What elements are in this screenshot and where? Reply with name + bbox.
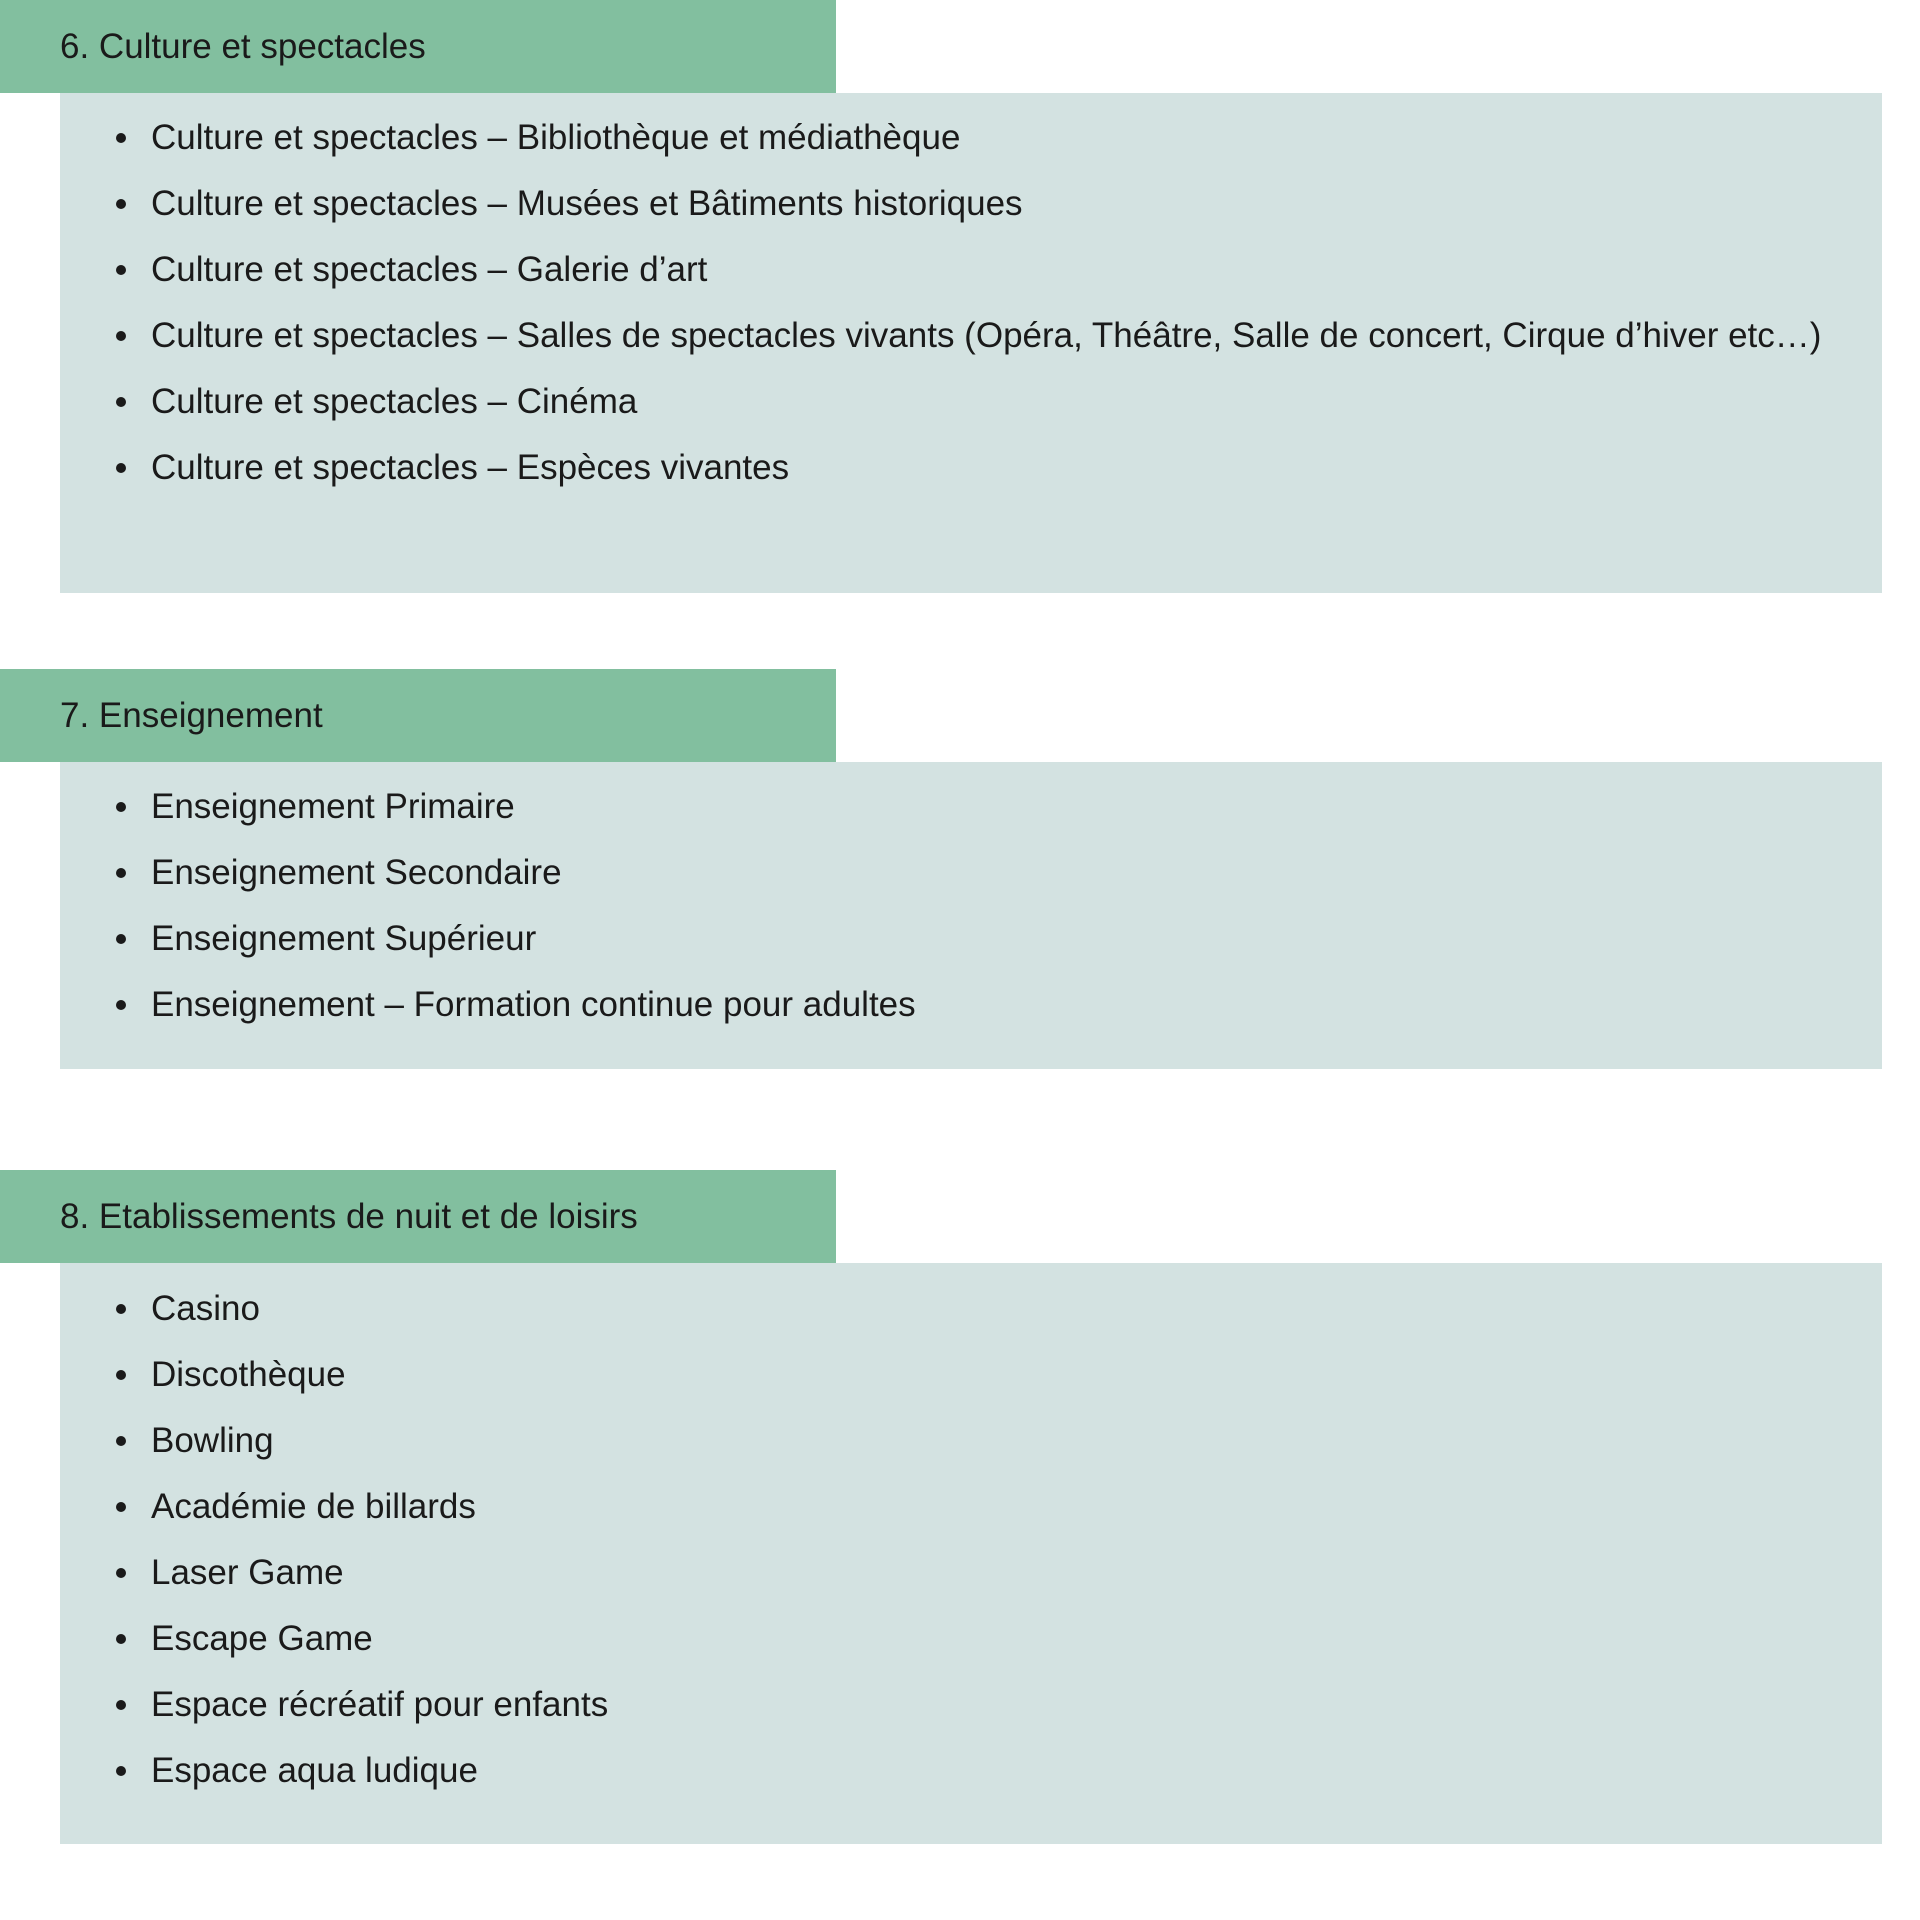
bullet-icon <box>116 1304 126 1314</box>
section-panel <box>60 762 1882 1069</box>
section-heading: 6. Culture et spectacles <box>60 27 426 66</box>
section-header <box>0 0 836 93</box>
bullet-list <box>60 105 1882 501</box>
bullet-icon <box>116 1568 126 1578</box>
list-item: Espace aqua ludique <box>60 1738 1882 1804</box>
bullet-icon <box>116 1370 126 1380</box>
bullet-icon <box>116 1000 126 1010</box>
list-item: Enseignement Secondaire <box>60 840 1882 906</box>
bullet-icon <box>116 199 126 209</box>
list-item: Culture et spectacles – Galerie d’art <box>60 237 1882 303</box>
list-item: Enseignement Supérieur <box>60 906 1882 972</box>
list-item: Académie de billards <box>60 1474 1882 1540</box>
section-panel <box>60 1263 1882 1844</box>
bullet-icon <box>116 934 126 944</box>
list-item: Culture et spectacles – Cinéma <box>60 369 1882 435</box>
bullet-icon <box>116 1766 126 1776</box>
list-item: Enseignement – Formation continue pour adultes <box>60 972 1882 1038</box>
list-item: Escape Game <box>60 1606 1882 1672</box>
bullet-icon <box>116 868 126 878</box>
bullet-list <box>60 774 1882 1038</box>
list-item: Culture et spectacles – Bibliothèque et médiathèque <box>60 105 1882 171</box>
bullet-icon <box>116 1634 126 1644</box>
bullet-icon <box>116 802 126 812</box>
bullet-icon <box>116 133 126 143</box>
bullet-icon <box>116 1502 126 1512</box>
list-item: Enseignement Primaire <box>60 774 1882 840</box>
list-item: Bowling <box>60 1408 1882 1474</box>
list-item: Culture et spectacles – Espèces vivantes <box>60 435 1882 501</box>
section-panel <box>60 93 1882 593</box>
list-item: Casino <box>60 1276 1882 1342</box>
section-header <box>0 669 836 762</box>
section-heading: 7. Enseignement <box>60 696 323 735</box>
bullet-icon <box>116 331 126 341</box>
section-heading: 8. Etablissements de nuit et de loisirs <box>60 1197 638 1236</box>
bullet-icon <box>116 397 126 407</box>
bullet-icon <box>116 1700 126 1710</box>
list-item: Laser Game <box>60 1540 1882 1606</box>
section-header <box>0 1170 836 1263</box>
list-item: Discothèque <box>60 1342 1882 1408</box>
bullet-icon <box>116 265 126 275</box>
list-item: Culture et spectacles – Salles de spectacles vivants (Opéra, Théâtre, Salle de concert, Cirque d’hiver etc…) <box>60 303 1882 369</box>
list-item: Culture et spectacles – Musées et Bâtiments historiques <box>60 171 1882 237</box>
bullet-icon <box>116 463 126 473</box>
bullet-icon <box>116 1436 126 1446</box>
bullet-list <box>60 1276 1882 1804</box>
list-item: Espace récréatif pour enfants <box>60 1672 1882 1738</box>
